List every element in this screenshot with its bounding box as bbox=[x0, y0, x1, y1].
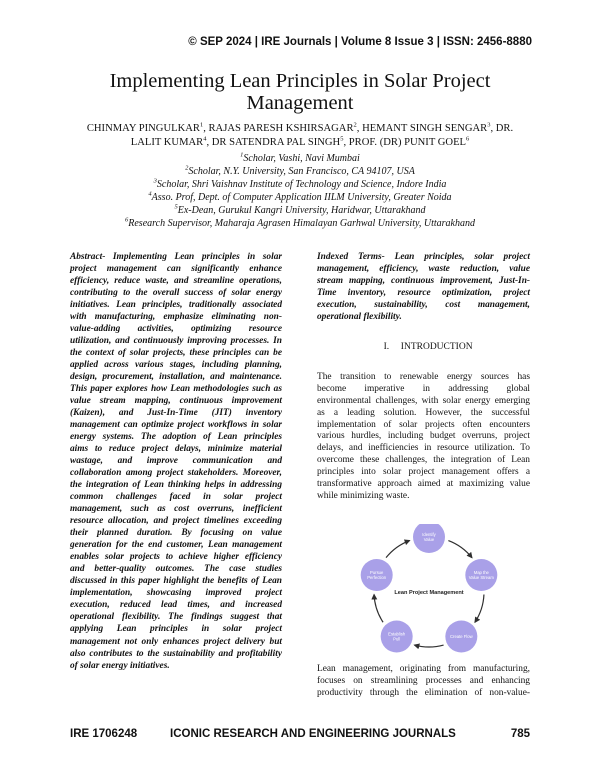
author-line: CHINMAY PINGULKAR$^1$, RAJAS PARESH KSHIRSAGAR$^2$, HEMANT SINGH SENGAR$^3$, DR. bbox=[86, 121, 514, 134]
abstract-line: management, such as cost overruns, inefficient bbox=[70, 504, 282, 515]
cycle-node-label: Identify Value bbox=[422, 532, 436, 542]
index-terms-line: execution, sustainability, cost management, bbox=[317, 300, 530, 311]
intro-line: become imperative in addressing global bbox=[317, 383, 530, 394]
section-number: I. bbox=[383, 342, 390, 352]
cycle-node-label: Map the Value Stream bbox=[468, 570, 494, 580]
affiliation-line: $^5$Ex-Dean, Gurukul Kangri University, Haridwar, Uttarakhand bbox=[174, 203, 426, 216]
affiliation-line: $^1$Scholar, Vashi, Navi Mumbai bbox=[240, 151, 360, 164]
abstract-line: their planned duration. By focusing on value bbox=[70, 528, 282, 539]
cycle-node-label: Establish Pull bbox=[388, 631, 406, 642]
intro-line: overcome these challenges, the integration of Lean bbox=[317, 455, 530, 466]
lean-management-paragraph bbox=[317, 664, 530, 700]
cycle-arrow bbox=[475, 595, 484, 623]
abstract bbox=[70, 251, 282, 672]
abstract-line: also contributes to the sustainability and profitability bbox=[70, 648, 282, 659]
index-terms-line: operational flexibility. bbox=[317, 312, 402, 323]
body-line: focuses on streamlining processes and enhancing bbox=[317, 675, 530, 686]
abstract-line: operational flexibility. The findings suggest that bbox=[70, 612, 282, 623]
journal-header: © SEP 2024 | IRE Journals | Volume 8 Issue 3 | ISSN: 2456-8880 bbox=[188, 36, 532, 48]
abstract-line: implementation, showcasing improved project bbox=[70, 588, 282, 599]
affiliation-line: $^6$Research Supervisor, Maharaja Agrasen Himalayan Garhwal University, Uttarakhand bbox=[125, 216, 475, 229]
title-line: Implementing Lean Principles in Solar Project bbox=[109, 70, 491, 92]
abstract-line: management can optimize project workflows in solar bbox=[70, 420, 282, 431]
section-heading bbox=[317, 342, 530, 352]
abstract-line: resource allocation, and project timelines exceeding bbox=[70, 516, 282, 527]
intro-line: while minimizing waste. bbox=[317, 490, 410, 501]
abstract-line: (Kaizen), and Just-In-Time (JIT) inventory bbox=[70, 408, 282, 419]
lean-cycle-diagram bbox=[340, 524, 518, 660]
footer-journal-name: ICONIC RESEARCH AND ENGINEERING JOURNALS bbox=[170, 728, 456, 740]
abstract-line: common challenges faced in solar project bbox=[70, 492, 282, 503]
section-title: INTRODUCTION bbox=[400, 342, 473, 352]
abstract-line: applied across various stages, including planning, bbox=[70, 360, 282, 371]
abstract-line: initiatives. Lean principles, traditionally associated bbox=[70, 300, 282, 311]
abstract-line: the context of solar projects, these principles can be bbox=[70, 348, 282, 359]
abstract-line: of solar energy initiatives. bbox=[70, 660, 170, 671]
abstract-line: wastage, and improve communication and bbox=[70, 456, 282, 467]
cycle-arrow bbox=[386, 541, 410, 558]
title-line: Management bbox=[246, 92, 354, 114]
abstract-line: contributing to the overall success of solar energy bbox=[70, 288, 282, 299]
intro-line: The transition to renewable energy sources has bbox=[317, 372, 530, 382]
index-terms-line: Time inventory, resource optimization, project bbox=[317, 288, 530, 299]
cycle-arrow bbox=[414, 645, 443, 647]
abstract-line: energy systems. The adoption of Lean principles bbox=[70, 432, 282, 443]
paper-title bbox=[60, 70, 540, 114]
affiliation-line: $^4$Asso. Prof, Dept. of Computer Application IILM University, Greater Noida bbox=[148, 190, 452, 203]
abstract-line: efficiency, reduce waste, and streamline operations, bbox=[70, 276, 282, 287]
intro-line: principles into solar project management offers a bbox=[317, 467, 530, 478]
abstract-line: This paper explores how Lean methodologies such as bbox=[70, 384, 282, 395]
index-terms-line: stream mapping, continuous improvement, Just-In- bbox=[317, 276, 530, 287]
cycle-node bbox=[465, 559, 497, 591]
intro-line: delays, and inefficiencies in resource utilization. To bbox=[317, 443, 530, 454]
diagram-nodes bbox=[361, 524, 498, 653]
body-line: Lean management, originating from manufacturing, bbox=[317, 664, 530, 674]
abstract-line: management not only enhances project delivery but bbox=[70, 636, 282, 647]
cycle-arrow bbox=[374, 595, 383, 623]
index-terms-line: Indexed Terms- Lean principles, solar project bbox=[317, 252, 530, 262]
cycle-node bbox=[361, 559, 393, 591]
footer-article-id: IRE 1706248 bbox=[70, 728, 138, 740]
cycle-node-label: Create Flow bbox=[450, 634, 473, 639]
cycle-node bbox=[381, 621, 413, 653]
affiliation-line: $^3$Scholar, Shri Vaishnav Institute of Technology and Science, Indore India bbox=[153, 177, 447, 190]
intro-paragraph bbox=[317, 372, 530, 503]
abstract-line: design, procurement, installation, and maintenance. bbox=[70, 372, 282, 383]
abstract-line: collaboration among project stakeholders. Moreover, bbox=[70, 468, 282, 479]
author-list bbox=[70, 122, 530, 150]
cycle-node bbox=[413, 524, 445, 553]
abstract-line: Abstract- Implementing Lean principles in solar bbox=[70, 252, 282, 262]
affiliation-line: $^2$Scholar, N.Y. University, San Francisco, CA 94107, USA bbox=[185, 164, 415, 177]
abstract-line: enables solar projects to achieve higher efficiency bbox=[70, 552, 282, 563]
index-terms bbox=[317, 251, 530, 323]
affiliation-list bbox=[60, 152, 540, 230]
body-line: productivity through the elimination of non-value- bbox=[317, 687, 530, 698]
intro-line: implementation of solar projects often encounters bbox=[317, 419, 530, 430]
abstract-line: execution, reduced lead times, and increased bbox=[70, 600, 282, 611]
intro-line: as a leading solution. However, the successful bbox=[317, 407, 530, 418]
diagram-center-label: Lean Project Management bbox=[394, 590, 464, 596]
cycle-node bbox=[445, 621, 477, 653]
abstract-line: the integration of Lean thinking helps in addressing bbox=[70, 480, 282, 491]
abstract-line: utilization, and continuously improving processes. In bbox=[70, 336, 282, 347]
intro-line: transformative approach aimed at maximizing value bbox=[317, 479, 530, 490]
abstract-line: discussed in this paper highlight the benefits of Lean bbox=[70, 576, 282, 587]
intro-line: environmental challenges, with solar energy emerging bbox=[317, 395, 530, 406]
abstract-line: value-adding activities, optimizing resource bbox=[70, 324, 282, 335]
abstract-line: value stream mapping, continuous improvement bbox=[70, 396, 282, 407]
abstract-line: generation for the end customer, Lean management bbox=[70, 540, 282, 551]
footer-page-number: 785 bbox=[510, 728, 530, 740]
author-line: LALIT KUMAR$^4$, DR SATENDRA PAL SINGH$^5$, PROF. (DR) PUNIT GOEL$^6$ bbox=[130, 135, 470, 148]
abstract-line: applying Lean principles in solar project bbox=[70, 624, 282, 635]
abstract-line: aims to reduce project delays, minimize material bbox=[70, 444, 282, 455]
intro-line: various hurdles, including budget overruns, project bbox=[317, 431, 530, 442]
cycle-node-label: Pursue Perfection bbox=[367, 570, 387, 580]
page-footer bbox=[70, 728, 530, 742]
abstract-line: project management can significantly enhance bbox=[70, 264, 282, 275]
index-terms-line: management, efficiency, waste reduction, value bbox=[317, 264, 530, 275]
cycle-arrow bbox=[448, 541, 472, 558]
abstract-line: and better-quality outcomes. The case studies bbox=[70, 564, 282, 575]
abstract-line: with manufacturing, emphasize eliminating non- bbox=[70, 312, 282, 323]
